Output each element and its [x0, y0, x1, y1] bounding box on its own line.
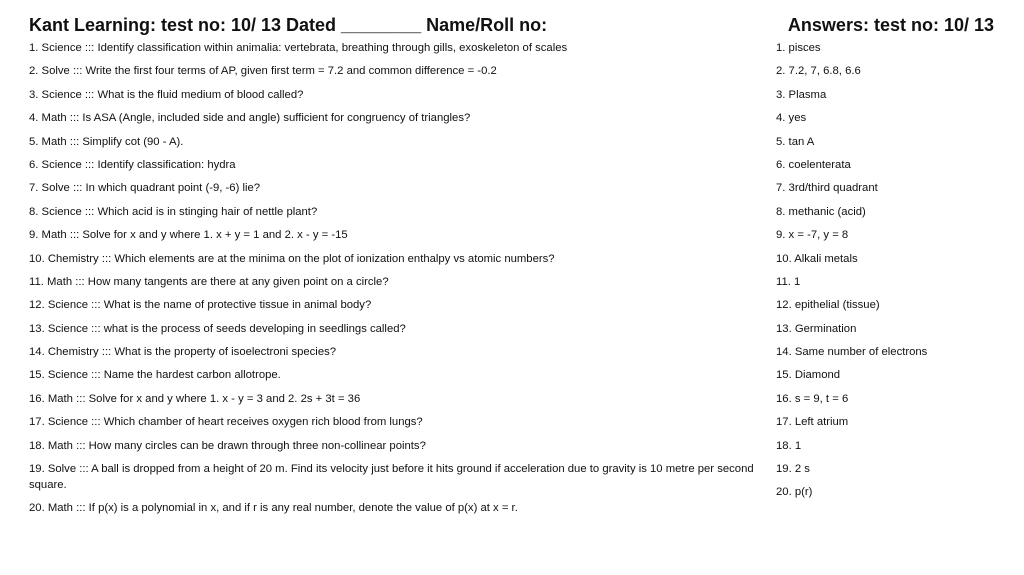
- question-item: 19. Solve ::: A ball is dropped from a height of 20 m. Find its velocity just before it hits ground if acceleration due to gravity is 10 metre per second square.: [29, 463, 754, 491]
- answer-item: 4. yes: [776, 112, 807, 125]
- question-item: 1. Science ::: Identify classification within animalia: vertebrata, breathing through gills, exoskeleton of scales: [29, 42, 568, 54]
- question-item: 9. Math ::: Solve for x and y where 1. x + y = 1 and 2. x - y = -15: [29, 229, 348, 242]
- page-title: Kant Learning: test no: 10/ 13 Dated ________ Name/Roll no:: [29, 15, 548, 35]
- answer-list: [776, 41, 1006, 509]
- question-item: 8. Science ::: Which acid is in stinging hair of nettle plant?: [29, 205, 318, 218]
- answer-item: 20. p(r): [776, 486, 813, 499]
- question-item: 17. Science ::: Which chamber of heart receives oxygen rich blood from lungs?: [29, 416, 423, 429]
- question-item: 12. Science ::: What is the name of protective tissue in animal body?: [29, 299, 372, 312]
- answer-item: 18. 1: [776, 439, 802, 452]
- question-item: 14. Chemistry ::: What is the property of isoelectroni species?: [29, 346, 337, 359]
- answer-item: 3. Plasma: [776, 88, 827, 101]
- answer-item: 6. coelenterata: [776, 158, 851, 171]
- question-item: 7. Solve ::: In which quadrant point (-9, -6) lie?: [29, 182, 261, 195]
- answer-item: 9. x = -7, y = 8: [776, 229, 849, 242]
- question-item: 3. Science ::: What is the fluid medium of blood called?: [29, 88, 304, 101]
- answer-item: 2. 7.2, 7, 6.8, 6.6: [776, 65, 861, 78]
- question-item: 6. Science ::: Identify classification: hydra: [29, 158, 236, 171]
- question-item: 15. Science ::: Name the hardest carbon allotrope.: [29, 369, 281, 382]
- question-item: 10. Chemistry ::: Which elements are at the minima on the plot of ionization enthalpy vs atomic numbers?: [29, 252, 555, 265]
- answer-item: 10. Alkali metals: [776, 252, 858, 265]
- answer-item: 12. epithelial (tissue): [776, 299, 880, 312]
- question-item: 4. Math ::: Is ASA (Angle, included side and angle) sufficient for congruency of triangles?: [29, 112, 471, 125]
- question-item: 16. Math ::: Solve for x and y where 1. x - y = 3 and 2. 2s + 3t = 36: [29, 392, 361, 405]
- answer-item: 8. methanic (acid): [776, 205, 866, 218]
- question-item: 2. Solve ::: Write the first four terms of AP, given first term = 7.2 and common difference = -0.2: [29, 65, 497, 78]
- answers-title: Answers: test no: 10/ 13: [787, 15, 994, 35]
- answer-item: 16. s = 9, t = 6: [776, 392, 849, 405]
- answer-item: 5. tan A: [776, 135, 815, 148]
- question-item: 20. Math ::: If p(x) is a polynomial in x, and if r is any real number, denote the value of p(x) at x = r.: [29, 501, 518, 514]
- question-list: [29, 41, 759, 524]
- answer-item: 15. Diamond: [776, 369, 841, 382]
- question-item: 18. Math ::: How many circles can be drawn through three non-collinear points?: [29, 439, 426, 452]
- answer-item: 7. 3rd/third quadrant: [776, 182, 878, 195]
- answer-item: 19. 2 s: [776, 463, 810, 476]
- answer-item: 17. Left atrium: [776, 416, 849, 429]
- answer-item: 14. Same number of electrons: [776, 346, 928, 359]
- answer-item: 11. 1: [776, 275, 801, 288]
- question-item: 5. Math ::: Simplify cot (90 - A).: [29, 135, 184, 148]
- answer-item: 13. Germination: [776, 322, 857, 335]
- question-item: 11. Math ::: How many tangents are there at any given point on a circle?: [29, 275, 389, 288]
- answer-item: 1. pisces: [776, 42, 821, 54]
- question-item: 13. Science ::: what is the process of seeds developing in seedlings called?: [29, 322, 406, 335]
